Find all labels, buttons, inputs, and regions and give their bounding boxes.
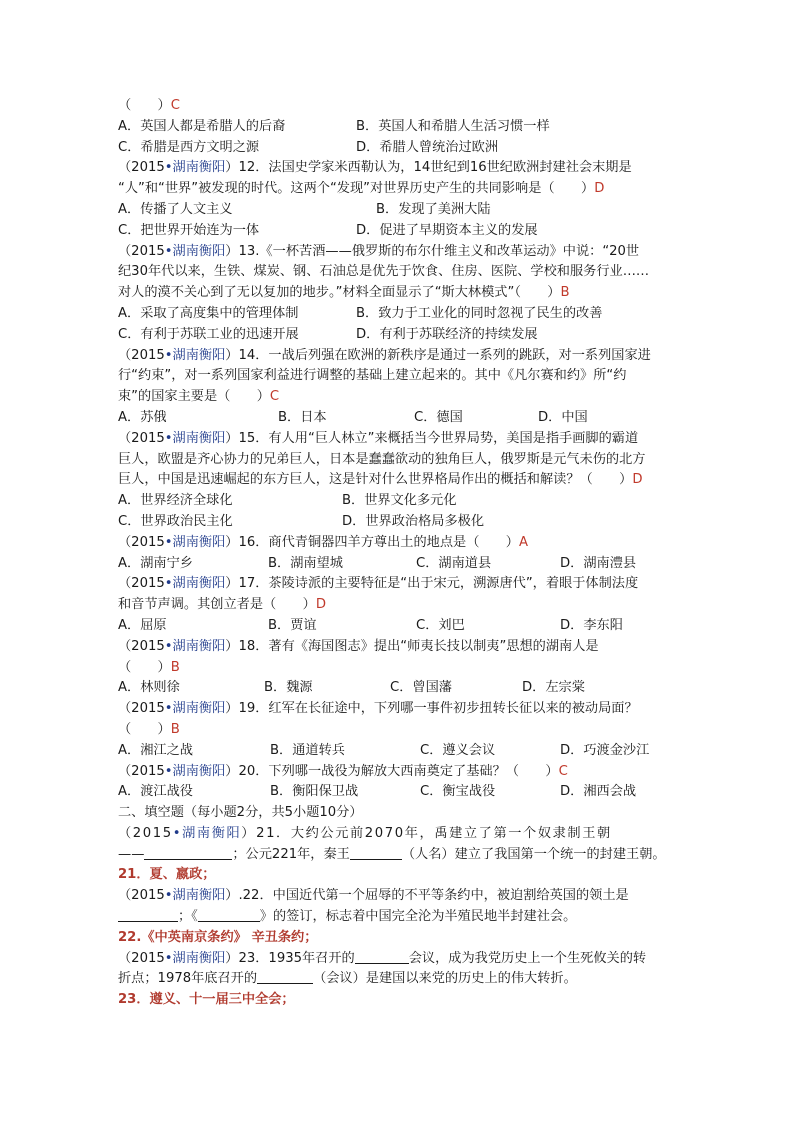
q14-source: （2015•湖南衡阳） xyxy=(118,347,239,363)
q22-line1: （2015•湖南衡阳）.22．中国近代第一个屈辱的不平等条约中，被迫割给英国的领土是 xyxy=(118,888,629,904)
q19-answer: B xyxy=(170,721,180,737)
q12-option-c: C．把世界开始连为一体 xyxy=(118,222,260,238)
q16-options xyxy=(118,554,678,575)
q16-option-d: D．湖南澧县 xyxy=(560,555,637,571)
q11-option-c: C．希腊是西方文明之源 xyxy=(118,139,260,155)
q17-source: （2015•湖南衡阳） xyxy=(118,576,239,592)
q12-source: （2015•湖南衡阳） xyxy=(118,160,239,176)
q13-line3: 对人的漠不关心到了无以复加的地步。”材料全面显示了“斯大林模式”（ ）B xyxy=(118,285,570,301)
q20-line1: （2015•湖南衡阳）20．下列哪一战役为解放大西南奠定了基础？（ ）C xyxy=(118,763,568,779)
q14-answer: C xyxy=(269,389,280,405)
q20-option-b: B．衡阳保卫战 xyxy=(270,784,359,800)
q17-option-a: A．屈原 xyxy=(118,617,167,633)
q13-option-d: D．有利于苏联经济的持续发展 xyxy=(356,326,538,342)
q22-blank-2[interactable] xyxy=(198,907,260,922)
q11-answer: C xyxy=(170,98,180,113)
q23-line1: （2015•湖南衡阳）23．1935年召开的 会议，成为我党历史上一个生死攸关的转 xyxy=(118,950,647,966)
q19-option-b: B．通道转兵 xyxy=(270,742,345,758)
q19-source: （2015•湖南衡阳） xyxy=(118,701,239,717)
q14-option-b: B．日本 xyxy=(278,409,327,425)
q22-line2: ；《 》的签订，标志着中国完全沦为半殖民地半封建社会。 xyxy=(118,907,678,928)
q13-option-c: C．有利于苏联工业的迅速开展 xyxy=(118,326,299,342)
q15-options-row1 xyxy=(118,491,678,512)
q16-option-c: C．湖南道县 xyxy=(416,555,492,571)
q16-option-b: B．湖南望城 xyxy=(268,555,343,571)
q18-line2: （ ）B xyxy=(118,659,180,675)
q11-options-row2 xyxy=(118,138,678,159)
q16-line1: （2015•湖南衡阳）16．商代青铜器四羊方尊出土的地点是（ ）A xyxy=(118,534,529,550)
q22-answer-line: 22.《中英南京条约》 辛丑条约； xyxy=(118,929,318,945)
q19-line2: （ ）B xyxy=(118,721,180,737)
q19-option-c: C．遵义会议 xyxy=(420,742,496,758)
q18-option-b: B．魏源 xyxy=(264,680,313,696)
q20-option-a: A．渡江战役 xyxy=(118,784,193,800)
q23-answer-line: 23．遵义、十一届三中全会； xyxy=(118,992,295,1008)
q22-blank-1[interactable] xyxy=(118,907,178,922)
q12-line2: “人”和“世界”被发现的时代。这两个“发现”对世界历史产生的共同影响是（ ）D xyxy=(118,181,605,197)
q14-options xyxy=(118,408,678,429)
q17-option-c: C．刘巴 xyxy=(416,617,465,633)
q15-line3: 巨人，中国是迅速崛起的东方巨人，这是针对什么世界格局作出的概括和解读？（ ）D xyxy=(118,472,643,488)
q12-line1: （2015•湖南衡阳）12．法国史学家米西勒认为，14世纪到16世纪欧洲封建社会末期是 xyxy=(118,160,632,176)
q18-source: （2015•湖南衡阳） xyxy=(118,638,239,654)
q21-blank-1[interactable] xyxy=(144,845,232,860)
q16-answer: A xyxy=(519,534,529,550)
q18-option-d: D．左宗棠 xyxy=(522,680,585,696)
q11-option-d: D．希腊人曾统治过欧洲 xyxy=(356,139,499,155)
q23-source: （2015•湖南衡阳） xyxy=(118,950,239,966)
q22-source: （2015•湖南衡阳） xyxy=(118,888,239,904)
q20-answer: C xyxy=(558,763,568,779)
q16-source: （2015•湖南衡阳） xyxy=(118,534,239,550)
q13-option-a: A．采取了高度集中的管理体制 xyxy=(118,305,299,321)
q21-answer-line: 21．夏、嬴政； xyxy=(118,867,216,883)
q20-source: （2015•湖南衡阳） xyxy=(118,763,239,779)
q13-answer: B xyxy=(560,285,570,301)
q13-line1: （2015•湖南衡阳）13.《一杯苦酒——俄罗斯的布尔什维主义和改革运动》中说：“20世 xyxy=(118,243,640,259)
q13-option-b: B．致力于工业化的同时忽视了民生的改善 xyxy=(356,305,603,321)
q12-options-row1 xyxy=(118,200,678,221)
q15-line2: 巨人，欧盟是齐心协力的兄弟巨人，日本是蠢蠢欲动的独角巨人，俄罗斯是元气未伤的北方 xyxy=(118,451,646,467)
q17-line1: （2015•湖南衡阳）17．茶陵诗派的主要特征是“出于宋元，溯源唐代”，着眼于体制法度 xyxy=(118,576,639,592)
q12-answer: D xyxy=(594,181,605,197)
q19-line1: （2015•湖南衡阳）19．红军在长征途中，下列哪一事件初步扭转长征以来的被动局面？ xyxy=(118,701,638,717)
q15-option-c: C．世界政治民主化 xyxy=(118,513,233,529)
q17-line2: 和音节声调。其创立者是（ ）D xyxy=(118,597,326,613)
q20-options xyxy=(118,782,678,803)
q18-answer: B xyxy=(170,659,180,675)
q20-option-d: D．湘西会战 xyxy=(560,784,637,800)
q15-options-row2 xyxy=(118,512,678,533)
q12-option-a: A．传播了人文主义 xyxy=(118,201,233,217)
q18-option-a: A．林则徐 xyxy=(118,680,180,696)
q14-option-c: C．德国 xyxy=(414,409,463,425)
q15-option-d: D．世界政治格局多极化 xyxy=(342,513,485,529)
q23-blank-2[interactable] xyxy=(257,969,313,984)
q11-paren: （ ） xyxy=(118,98,171,113)
q17-option-b: B．贾谊 xyxy=(268,617,317,633)
q18-options xyxy=(118,678,678,699)
q14-option-d: D．中国 xyxy=(538,409,588,425)
q13-source: （2015•湖南衡阳） xyxy=(118,243,239,259)
q21-blank-2[interactable] xyxy=(350,845,402,860)
q14-line3: 束”的国家主要是（ ）C xyxy=(118,389,280,405)
q17-option-d: D．李东阳 xyxy=(560,617,623,633)
q19-option-a: A．湘江之战 xyxy=(118,742,193,758)
q19-option-d: D．巧渡金沙江 xyxy=(560,742,650,758)
q17-answer: D xyxy=(315,597,326,613)
q12-option-b: B．发现了美洲大陆 xyxy=(376,201,491,217)
q20-option-c: C．衡宝战役 xyxy=(420,784,496,800)
q11-option-a: A．英国人都是希腊人的后裔 xyxy=(118,118,286,134)
q23-blank-1[interactable] xyxy=(355,949,409,964)
q11-stem xyxy=(118,96,678,117)
q19-options xyxy=(118,741,678,762)
q15-line1: （2015•湖南衡阳）15．有人用“巨人林立”来概括当今世界局势，美国是指手画脚的霸道 xyxy=(118,430,639,446)
exam-page xyxy=(118,96,678,1011)
q12-options-row2 xyxy=(118,221,678,242)
q16-option-a: A．湖南宁乡 xyxy=(118,555,193,571)
q15-source: （2015•湖南衡阳） xyxy=(118,430,239,446)
q17-options xyxy=(118,616,678,637)
q12-option-d: D．促进了早期资本主义的发展 xyxy=(356,222,538,238)
q11-options-row1 xyxy=(118,117,678,138)
q15-option-a: A．世界经济全球化 xyxy=(118,493,233,509)
q18-option-c: C．曾国藩 xyxy=(390,680,452,696)
q21-line1: （2015•湖南衡阳）21．大约公元前2070年，禹建立了第一个奴隶制王朝 xyxy=(118,825,612,841)
q23-line2: 折点；1978年底召开的 （会议）是建国以来党的历史上的伟大转折。 xyxy=(118,971,577,987)
q14-line1: （2015•湖南衡阳）14．一战后列强在欧洲的新秩序是通过一系列的跳跃，对一系列国家进 xyxy=(118,347,651,363)
q14-line2: 行“约束”，对一系列国家利益进行调整的基础上建立起来的。其中《凡尔赛和约》所“约 xyxy=(118,368,627,384)
q13-line2: 纪30年代以来，生铁、煤炭、钢、石油总是优先于饮食、住房、医院、学校和服务行业…… xyxy=(118,264,650,280)
q21-source: （2015•湖南衡阳） xyxy=(118,825,257,841)
q15-option-b: B．世界文化多元化 xyxy=(342,493,457,509)
q13-options-row1 xyxy=(118,304,678,325)
q21-line2: —— ；公元221年，秦王 （人名）建立了我国第一个统一的封建王朝。 xyxy=(118,846,666,862)
q13-options-row2 xyxy=(118,325,678,346)
q11-option-b: B．英国人和希腊人生活习惯一样 xyxy=(356,118,550,134)
q14-option-a: A．苏俄 xyxy=(118,409,167,425)
q15-answer: D xyxy=(632,472,643,488)
section-2-heading: 二、填空题（每小题2分，共5小题10分） xyxy=(118,805,363,821)
q18-line1: （2015•湖南衡阳）18．著有《海国图志》提出“师夷长技以制夷”思想的湖南人是 xyxy=(118,638,599,654)
